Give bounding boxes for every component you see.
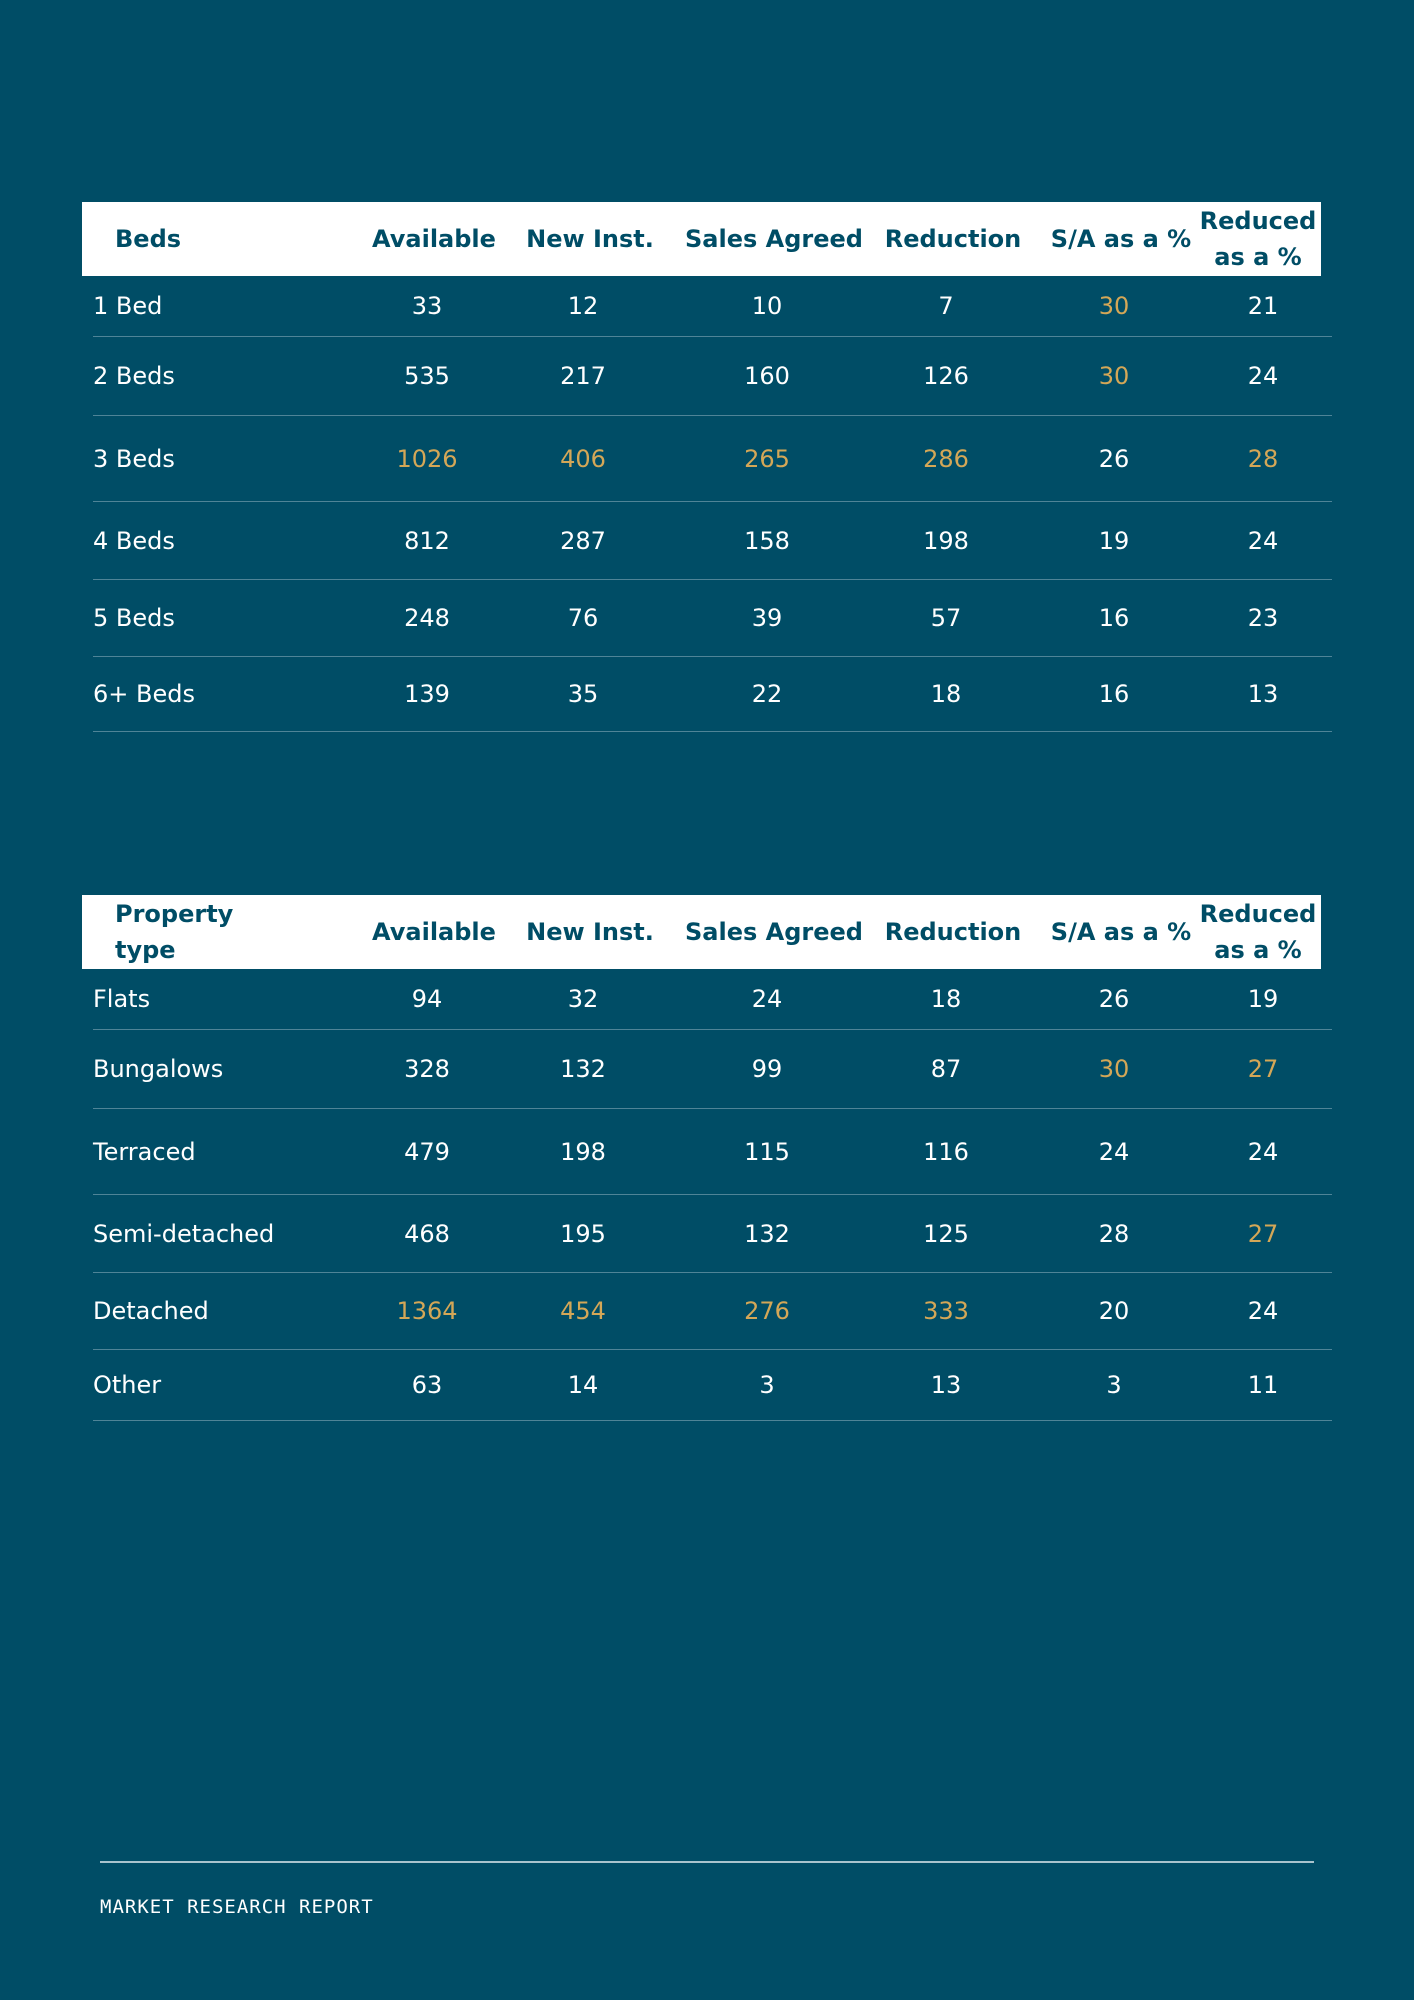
table-cell: 265 — [744, 444, 790, 473]
table-cell: 30 — [1098, 292, 1130, 320]
header-sales-agreed: Sales Agreed — [685, 225, 863, 253]
table-row — [93, 1273, 1332, 1350]
table-cell: 10 — [751, 292, 783, 320]
table-cell: 14 — [567, 1371, 599, 1399]
table-cell: 30 — [1098, 1055, 1130, 1083]
table-cell: 28 — [1098, 1219, 1130, 1248]
table-cell: 125 — [923, 1219, 969, 1248]
row-label: 4 Beds — [93, 526, 175, 555]
table-row — [93, 502, 1332, 580]
table-cell: 23 — [1247, 604, 1279, 632]
table-cell: 328 — [404, 1055, 450, 1083]
table-cell: 1026 — [396, 444, 458, 473]
table-cell: 20 — [1098, 1297, 1130, 1325]
table-row — [93, 1195, 1332, 1273]
header-new-inst: New Inst. — [526, 225, 654, 253]
table-cell: 24 — [1098, 1137, 1130, 1166]
table-cell: 115 — [744, 1137, 790, 1166]
table-row — [93, 580, 1332, 657]
table-cell: 26 — [1098, 444, 1130, 473]
table-cell: 27 — [1247, 1219, 1279, 1248]
table-cell: 132 — [560, 1055, 606, 1083]
table-cell: 195 — [560, 1219, 606, 1248]
table-cell: 468 — [404, 1219, 450, 1248]
row-label: Other — [93, 1371, 162, 1399]
row-label: Semi-detached — [93, 1219, 275, 1248]
table-cell: 35 — [567, 680, 599, 708]
table-cell: 39 — [751, 604, 783, 632]
row-label: Terraced — [93, 1137, 196, 1166]
table-cell: 76 — [567, 604, 599, 632]
row-label: 1 Bed — [93, 292, 163, 320]
table-cell: 3 — [1106, 1371, 1122, 1399]
table-cell: 24 — [1247, 1137, 1279, 1166]
header-beds: Beds — [115, 225, 182, 253]
footer-label: MARKET RESEARCH REPORT — [100, 1896, 374, 1918]
header-reduced-percent: Reduced as a % — [1199, 900, 1317, 964]
table-row — [93, 969, 1332, 1030]
table-cell: 13 — [1247, 680, 1279, 708]
header-reduction: Reduction — [884, 918, 1022, 946]
row-label: 3 Beds — [93, 444, 175, 473]
table-cell: 27 — [1247, 1055, 1279, 1083]
property-type-table-header — [82, 895, 1321, 969]
table-cell: 286 — [923, 444, 969, 473]
beds-table-body — [82, 276, 1332, 732]
table-cell: 479 — [404, 1137, 450, 1166]
table-row — [93, 1109, 1332, 1195]
table-cell: 63 — [411, 1371, 443, 1399]
beds-table — [82, 202, 1332, 732]
table-cell: 139 — [404, 680, 450, 708]
table-cell: 26 — [1098, 985, 1130, 1013]
table-cell: 812 — [404, 526, 450, 555]
row-label: Flats — [93, 985, 151, 1013]
table-row — [93, 337, 1332, 416]
beds-table-header — [82, 202, 1321, 276]
table-cell: 333 — [923, 1297, 969, 1325]
table-cell: 24 — [1247, 1297, 1279, 1325]
table-cell: 3 — [759, 1371, 775, 1399]
table-row — [93, 657, 1332, 732]
table-cell: 16 — [1098, 680, 1130, 708]
row-label: 6+ Beds — [93, 680, 195, 708]
table-cell: 158 — [744, 526, 790, 555]
row-label: Bungalows — [93, 1055, 224, 1083]
table-cell: 21 — [1247, 292, 1279, 320]
table-cell: 13 — [930, 1371, 962, 1399]
table-cell: 19 — [1098, 526, 1130, 555]
table-cell: 198 — [923, 526, 969, 555]
table-cell: 94 — [411, 985, 443, 1013]
table-cell: 99 — [751, 1055, 783, 1083]
table-cell: 87 — [930, 1055, 962, 1083]
table-cell: 7 — [938, 292, 954, 320]
table-cell: 454 — [560, 1297, 606, 1325]
table-cell: 276 — [744, 1297, 790, 1325]
row-label: 2 Beds — [93, 362, 175, 390]
table-cell: 406 — [560, 444, 606, 473]
table-cell: 28 — [1247, 444, 1279, 473]
footer-divider — [100, 1861, 1314, 1863]
table-cell: 198 — [560, 1137, 606, 1166]
table-cell: 24 — [751, 985, 783, 1013]
table-cell: 22 — [751, 680, 783, 708]
header-sales-agreed: Sales Agreed — [685, 918, 863, 946]
table-cell: 12 — [567, 292, 599, 320]
header-available: Available — [372, 225, 496, 253]
header-new-inst: New Inst. — [526, 918, 654, 946]
header-sa-percent: S/A as a % — [1050, 918, 1192, 946]
table-cell: 287 — [560, 526, 606, 555]
table-cell: 19 — [1247, 985, 1279, 1013]
table-cell: 160 — [744, 362, 790, 390]
table-cell: 248 — [404, 604, 450, 632]
table-cell: 33 — [411, 292, 443, 320]
row-label: 5 Beds — [93, 604, 175, 632]
table-cell: 57 — [930, 604, 962, 632]
property-type-table — [82, 895, 1332, 1421]
row-label: Detached — [93, 1297, 209, 1325]
table-row — [93, 1030, 1332, 1109]
table-cell: 217 — [560, 362, 606, 390]
header-sa-percent: S/A as a % — [1050, 225, 1192, 253]
table-cell: 11 — [1247, 1371, 1279, 1399]
table-cell: 1364 — [396, 1297, 458, 1325]
table-cell: 24 — [1247, 362, 1279, 390]
header-reduction: Reduction — [884, 225, 1022, 253]
table-cell: 132 — [744, 1219, 790, 1248]
property-type-table-body — [82, 969, 1332, 1421]
table-row — [93, 276, 1332, 337]
header-available: Available — [372, 918, 496, 946]
table-cell: 16 — [1098, 604, 1130, 632]
header-reduced-percent: Reduced as a % — [1199, 207, 1317, 271]
header-property-type: Property type — [115, 900, 234, 964]
table-cell: 32 — [567, 985, 599, 1013]
table-cell: 126 — [923, 362, 969, 390]
table-row — [93, 416, 1332, 502]
table-row — [93, 1350, 1332, 1421]
table-cell: 535 — [404, 362, 450, 390]
table-cell: 116 — [923, 1137, 969, 1166]
table-cell: 18 — [930, 985, 962, 1013]
table-cell: 30 — [1098, 362, 1130, 390]
table-cell: 24 — [1247, 526, 1279, 555]
table-cell: 18 — [930, 680, 962, 708]
